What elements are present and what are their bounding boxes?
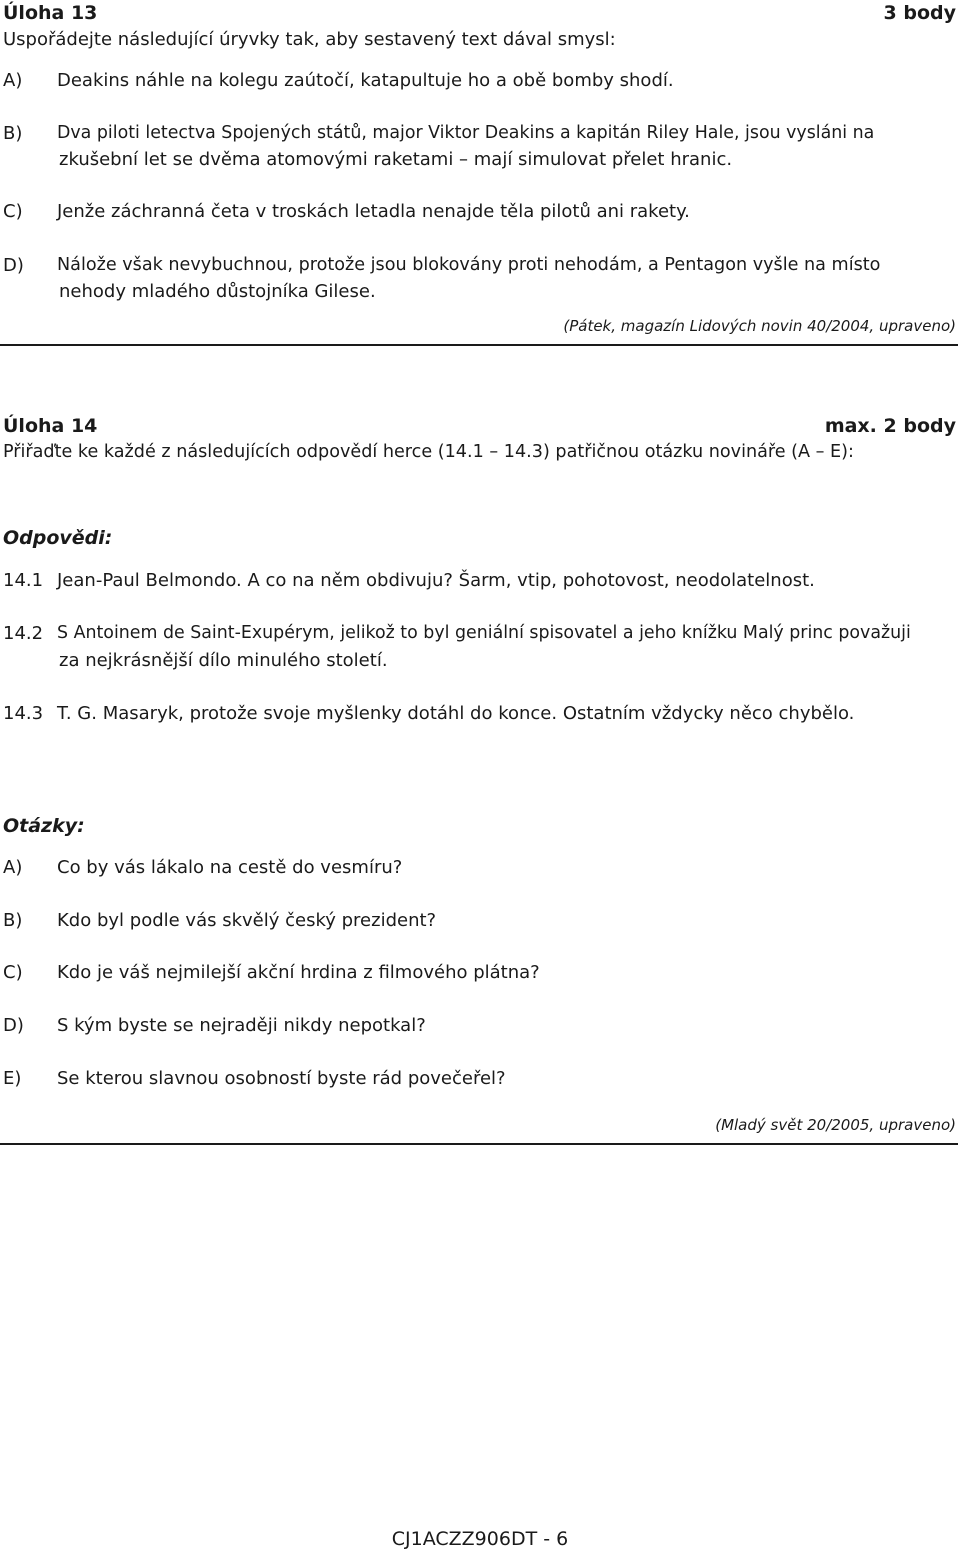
task13-points: 3 body — [883, 2, 956, 24]
task13-source: (Pátek, magazín Lidových novin 40/2004, upraveno) — [563, 317, 956, 335]
task13-title: Úloha 13 — [3, 2, 98, 24]
question-text: Kdo byl podle vás skvělý český prezident? — [57, 910, 437, 931]
question-text: Kdo je váš nejmilejší akční hrdina z filmového plátna? — [57, 962, 540, 983]
answer-text: T. G. Masaryk, protože svoje myšlenky dotáhl do konce. Ostatním vždycky něco chybělo. — [57, 703, 855, 724]
item-letter: A) — [3, 70, 23, 91]
item-letter: D) — [3, 255, 24, 276]
item-letter: B) — [3, 123, 23, 144]
task14-instruction: Přiřaďte ke každé z následujících odpovědí herce (14.1 – 14.3) patřičnou otázku novináře (A – E): — [3, 442, 854, 462]
question-letter: A) — [3, 857, 23, 878]
page-code: CJ1ACZZ906DT - 6 — [391, 1528, 569, 1550]
task14-points: max. 2 body — [824, 415, 956, 437]
answers-heading: Odpovědi: — [3, 527, 113, 549]
answer-text-continued: za nejkrásnější dílo minulého století. — [59, 650, 388, 671]
item-letter: C) — [3, 201, 23, 222]
question-letter: B) — [3, 910, 23, 931]
item-text: Deakins náhle na kolegu zaútočí, katapultuje ho a obě bomby shodí. — [57, 70, 674, 91]
question-text: S kým byste se nejraději nikdy nepotkal? — [57, 1015, 426, 1036]
question-letter: D) — [3, 1015, 24, 1036]
item-text: Dva piloti letectva Spojených států, major Viktor Deakins a kapitán Riley Hale, jsou vysláni na — [57, 123, 875, 143]
answer-number: 14.3 — [3, 703, 44, 724]
task13-instruction: Uspořádejte následující úryvky tak, aby sestavený text dával smysl: — [3, 29, 616, 50]
item-text: Jenže záchranná četa v troskách letadla nenajde těla pilotů ani rakety. — [57, 201, 690, 222]
task14-title: Úloha 14 — [3, 415, 98, 437]
section-divider — [0, 1143, 958, 1145]
answer-text: Jean-Paul Belmondo. A co na něm obdivuju? Šarm, vtip, pohotovost, neodolatelnost. — [57, 570, 815, 591]
item-text-continued: nehody mladého důstojníka Gilese. — [59, 281, 376, 302]
question-text: Se kterou slavnou osobností byste rád povečeřel? — [57, 1068, 506, 1089]
answer-number: 14.1 — [3, 570, 44, 591]
question-text: Co by vás lákalo na cestě do vesmíru? — [57, 857, 403, 878]
answer-text: S Antoinem de Saint-Exupérym, jelikož to byl geniální spisovatel a jeho knížku Malý princ považuji — [57, 623, 911, 643]
item-text: Nálože však nevybuchnou, protože jsou blokovány proti nehodám, a Pentagon vyšle na místo — [57, 255, 881, 275]
answer-number: 14.2 — [3, 623, 44, 644]
task14-source: (Mladý svět 20/2005, upraveno) — [715, 1116, 956, 1134]
section-divider — [0, 344, 958, 346]
question-letter: E) — [3, 1068, 22, 1089]
item-text-continued: zkušební let se dvěma atomovými raketami – mají simulovat přelet hranic. — [59, 149, 733, 170]
question-letter: C) — [3, 962, 23, 983]
questions-heading: Otázky: — [3, 815, 85, 837]
